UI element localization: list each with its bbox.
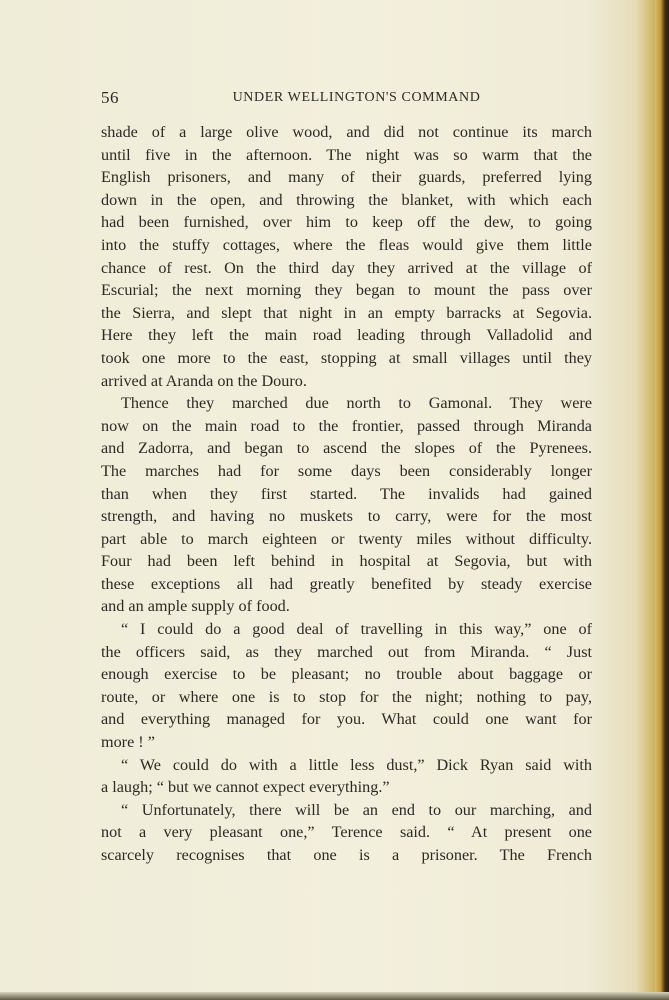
text-line: and an ample supply of food.	[101, 597, 290, 616]
text-line: “ We could do with a little less dust,” Dick Ryan said with	[121, 755, 592, 774]
text-line: shade of a large olive wood, and did not continue its march	[101, 123, 592, 141]
text-line: Thence they marched due north to Gamonal. They were	[121, 394, 592, 413]
text-line: a laugh; “ but we cannot expect everything.”	[101, 778, 390, 797]
text-line: the officers said, as they marched out from Miranda. “ Just	[101, 642, 592, 661]
text-line: until five in the afternoon. The night was so warm that the	[101, 145, 592, 164]
text-line: English prisoners, and many of their guards, preferred lying	[101, 168, 592, 187]
text-line: the Sierra, and slept that night in an empty barracks at Segovia.	[101, 303, 592, 322]
text-line: enough exercise to be pleasant; no trouble about baggage or	[101, 665, 592, 684]
text-line: more ! ”	[101, 733, 155, 752]
text-line: now on the main road to the frontier, passed through Miranda	[101, 416, 592, 435]
text-line: Escurial; the next morning they began to mount the pass over	[101, 281, 592, 300]
running-head: UNDER WELLINGTON'S COMMAND	[232, 90, 481, 105]
text-line: into the stuffy cottages, where the fleas would give them little	[101, 235, 592, 254]
body-text	[101, 121, 592, 867]
text-line: arrived at Aranda on the Douro.	[101, 371, 307, 390]
text-line: strength, and having no muskets to carry, were for the most	[101, 507, 592, 526]
text-line: route, or where one is to stop for the night; nothing to pay,	[101, 687, 592, 706]
text-line: scarcely recognises that one is a prisoner. The French	[101, 846, 592, 864]
text-line: these exceptions all had greatly benefited by steady exercise	[101, 574, 592, 593]
page-spine-edge	[655, 0, 669, 1000]
text-line: took one more to the east, stopping at small villages until they	[101, 348, 592, 367]
text-line: and Zadorra, and began to ascend the slopes of the Pyrenees.	[101, 439, 592, 458]
text-line: “ Unfortunately, there will be an end to our marching, and	[121, 800, 592, 819]
text-line: The marches had for some days been considerably longer	[101, 461, 592, 480]
text-line: Four had been left behind in hospital at Segovia, but with	[101, 552, 592, 571]
text-line: part able to march eighteen or twenty miles without difficulty.	[101, 529, 592, 548]
text-line: chance of rest. On the third day they arrived at the village of	[101, 258, 592, 277]
page-number: 56	[101, 88, 119, 107]
text-line: down in the open, and throwing the blanket, with which each	[101, 190, 592, 209]
text-line: had been furnished, over him to keep off the dew, to going	[101, 213, 592, 232]
text-line: than when they first started. The invalids had gained	[101, 484, 592, 503]
page-header	[101, 88, 592, 110]
text-line: and everything managed for you. What could one want for	[101, 710, 592, 729]
text-line: not a very pleasant one,” Terence said. “ At present one	[101, 823, 592, 842]
text-line: Here they left the main road leading through Valladolid and	[101, 326, 592, 345]
page-bottom-edge	[0, 992, 669, 1000]
text-line: “ I could do a good deal of travelling in this way,” one of	[121, 620, 592, 639]
